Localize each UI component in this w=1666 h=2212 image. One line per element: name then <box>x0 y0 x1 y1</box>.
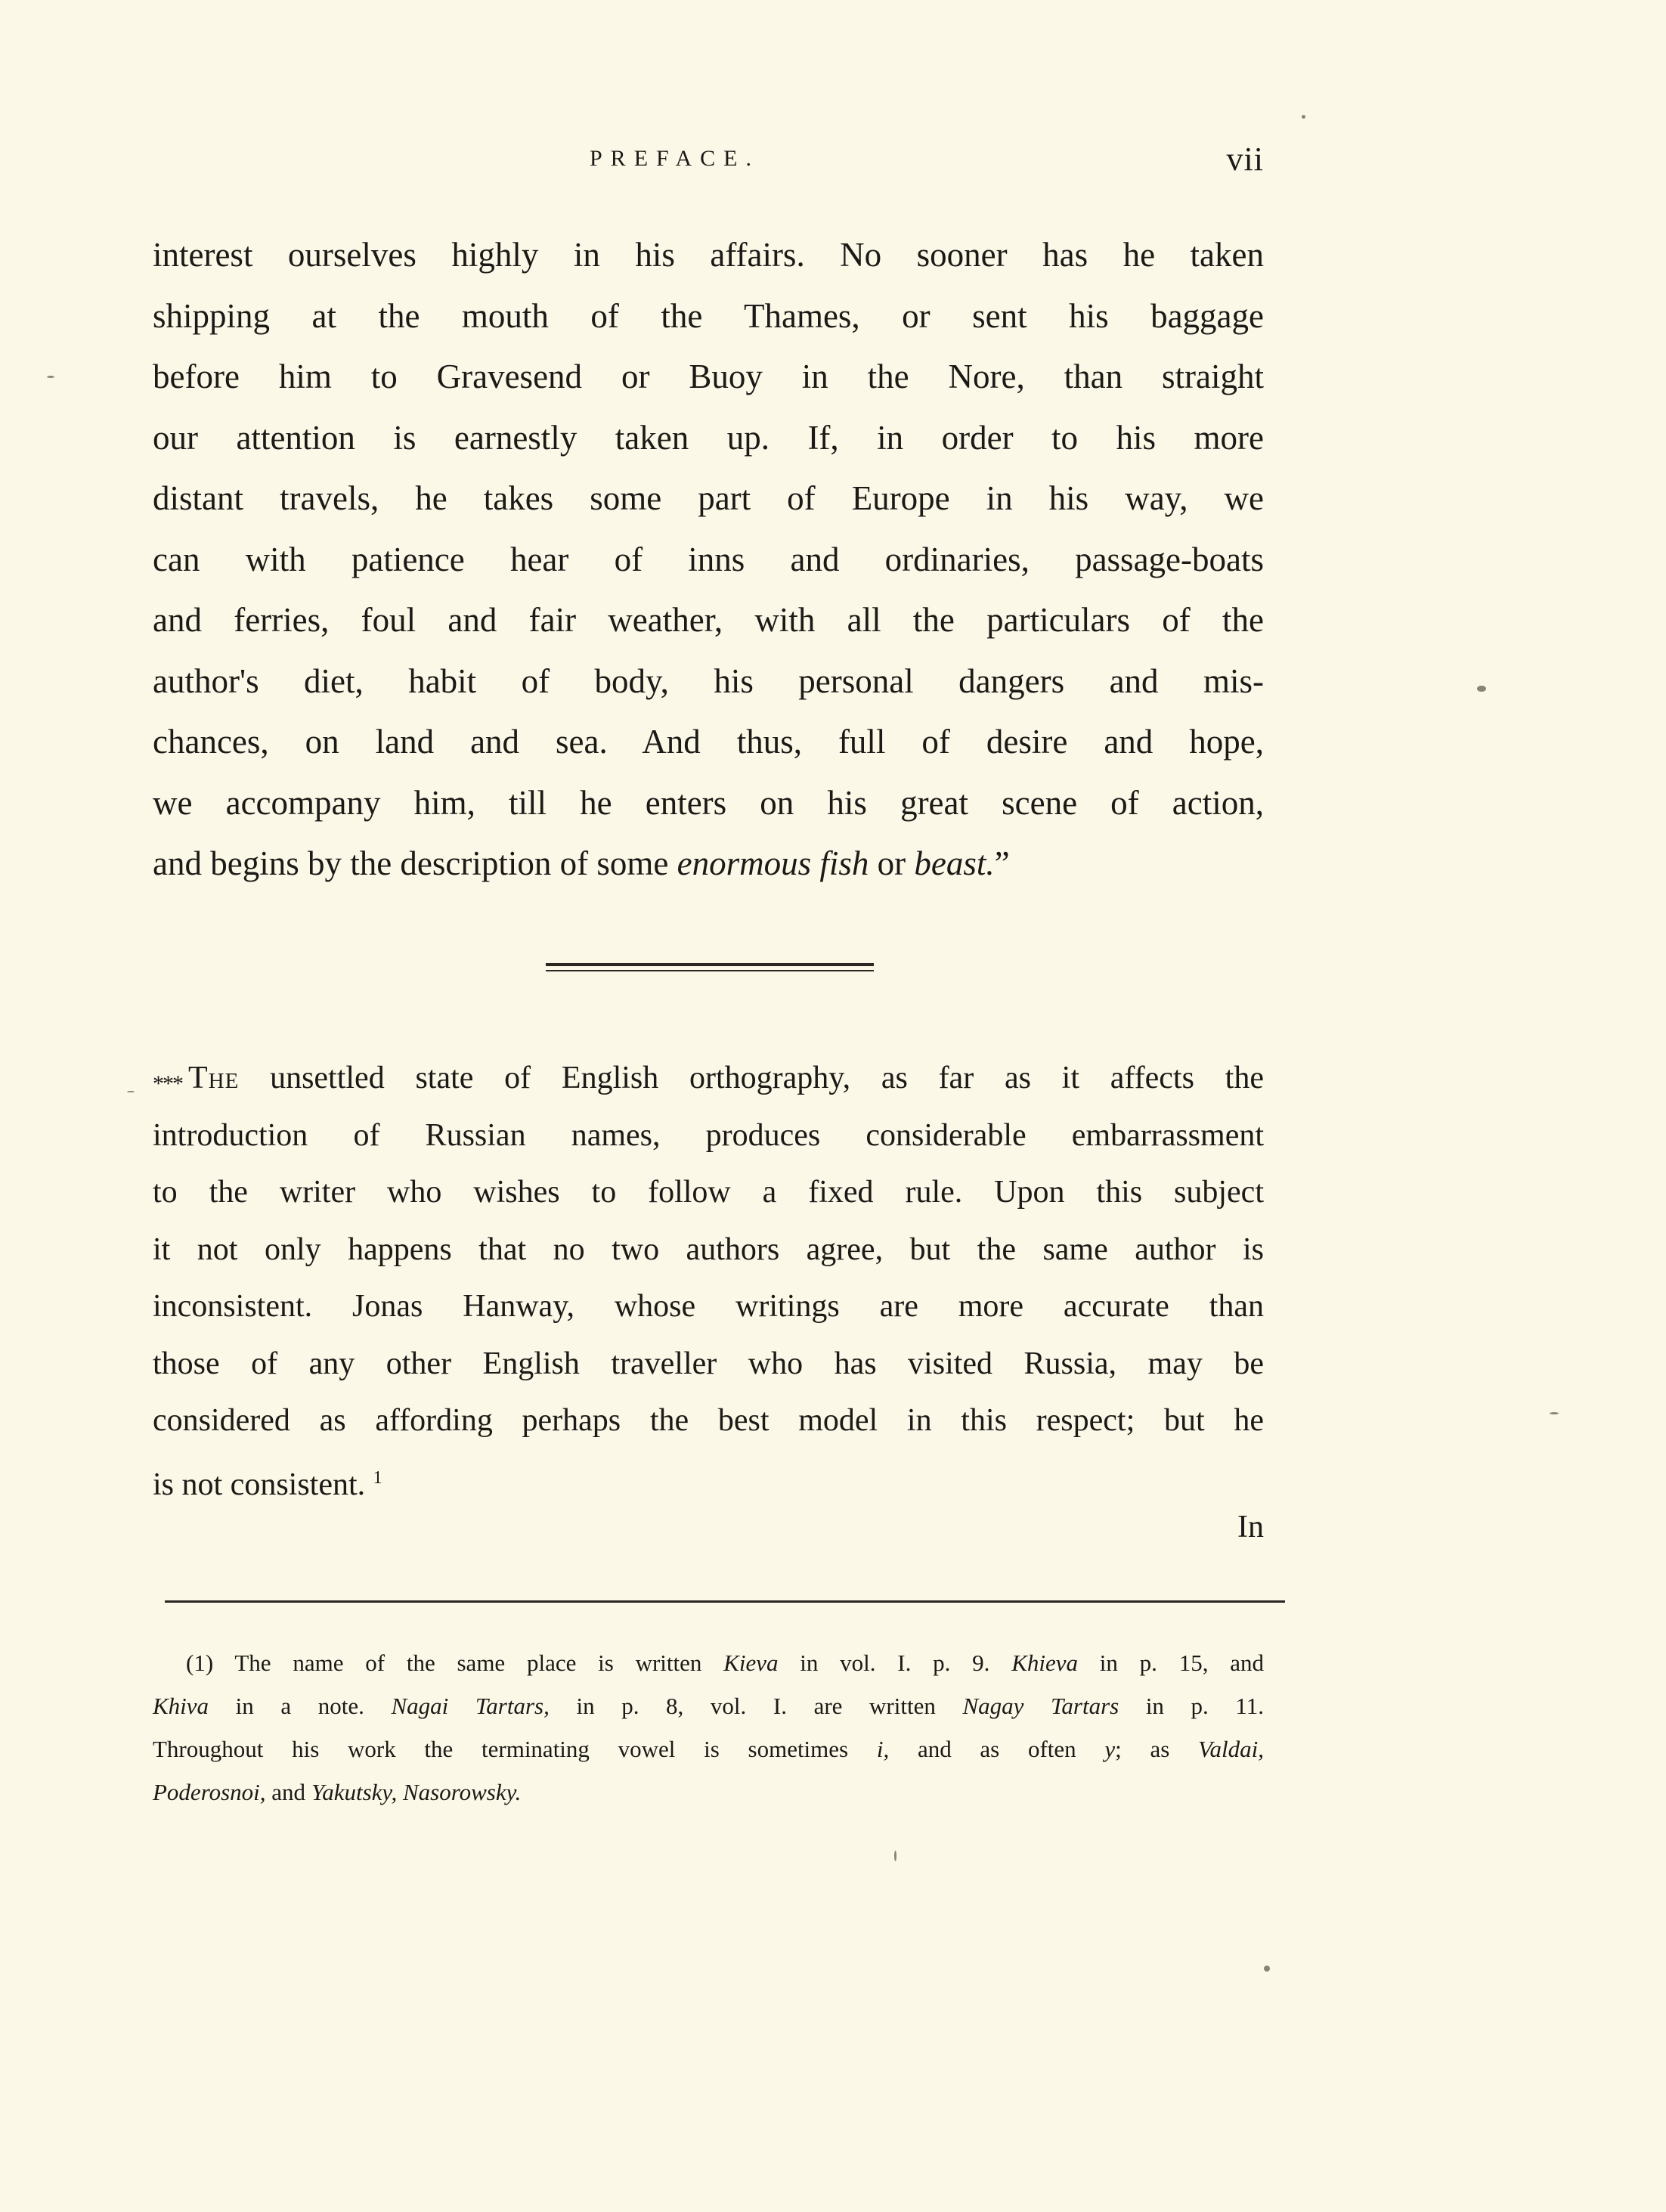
italic-word: y <box>1104 1736 1116 1762</box>
text-span: in p. 11. <box>1119 1693 1264 1719</box>
text-span: in p. 15, and <box>1078 1650 1264 1676</box>
text-line: introduction of Russian names, produces considerable embarrassment <box>153 1117 1264 1153</box>
text-line: before him to Gravesend or Buoy in the Nore, than straight <box>153 358 1264 395</box>
text-line: and ferries, foul and fair weather, with all the particulars of the <box>153 601 1264 639</box>
italic-word: Nagai Tartars, <box>391 1693 550 1719</box>
text-line: those of any other English traveller who has visited Russia, may be <box>153 1346 1264 1381</box>
text-line: considered as affording perhaps the best model in this respect; but he <box>153 1403 1264 1438</box>
text-line-last <box>153 1450 1264 1507</box>
italic-word: Nagay Tartars <box>962 1693 1119 1719</box>
footnote-line <box>153 1684 1264 1727</box>
text-line: shipping at the mouth of the Thames, or sent his baggage <box>153 296 1264 335</box>
paper-speck <box>894 1851 896 1861</box>
section-divider <box>546 963 874 974</box>
text-span: and <box>265 1779 311 1805</box>
text-span: is not consistent. <box>153 1467 366 1502</box>
text-span: ; as <box>1115 1736 1199 1762</box>
text-line: interest ourselves highly in his affairs. No sooner has he taken <box>153 236 1264 274</box>
paper-speck <box>1264 1966 1270 1972</box>
orthography-note <box>153 1050 1264 1507</box>
footnote-line <box>153 1727 1264 1771</box>
italic-word: Khiva <box>153 1693 209 1719</box>
page-number: vii <box>1226 141 1264 178</box>
running-header <box>153 140 1264 185</box>
italic-word: beast. <box>914 844 995 882</box>
text-span: ” <box>994 844 1010 882</box>
italic-word: fish <box>819 844 869 882</box>
text-span: unsettled state of English orthography, as far as it affects the <box>239 1061 1264 1095</box>
italic-word: Kieva <box>723 1650 779 1676</box>
text-line-last <box>153 833 1264 894</box>
text-line: author's diet, habit of body, his personal dangers and mis- <box>153 661 1264 700</box>
italic-word: Valdai, <box>1198 1736 1265 1762</box>
italic-word: Poderosnoi, <box>153 1779 266 1805</box>
footnote-rule <box>165 1600 1285 1603</box>
text-line: distant travels, he takes some part of Europe in his way, we <box>153 479 1264 517</box>
text-line: chances, on land and sea. And thus, full of desire and hope, <box>153 723 1264 761</box>
text-line: to the writer who wishes to follow a fixed rule. Upon this subject <box>153 1175 1264 1210</box>
footnote-line <box>153 1641 1264 1684</box>
text-span: and as often <box>889 1736 1105 1762</box>
asterism-mark: *** <box>153 1071 182 1096</box>
paper-speck <box>1302 115 1305 119</box>
text-line <box>153 1050 1264 1108</box>
catchword: In <box>1237 1510 1264 1544</box>
main-paragraph <box>153 225 1264 894</box>
footnote-line <box>153 1771 1264 1814</box>
italic-word: i, <box>876 1736 890 1762</box>
text-span: in a note. <box>209 1693 392 1719</box>
divider-thin-line <box>546 970 874 971</box>
paper-speck <box>47 376 54 378</box>
italic-word: Yakutsky, Nasorowsky. <box>311 1779 522 1805</box>
paper-speck <box>1550 1412 1559 1414</box>
text-line: inconsistent. Jonas Hanway, whose writings are more accurate than <box>153 1289 1264 1324</box>
footnote-reference: 1 <box>373 1467 382 1488</box>
text-line: our attention is earnestly taken up. If, in order to his more <box>153 418 1264 457</box>
text-span: in vol. I. p. 9. <box>778 1650 1012 1676</box>
text-span: in p. 8, vol. I. are written <box>549 1693 963 1719</box>
text-span: (1) The name of the same place is written <box>186 1650 724 1676</box>
text-span: or <box>869 844 915 882</box>
opening-word: The <box>188 1061 240 1095</box>
paper-speck <box>127 1091 135 1092</box>
text-line: we accompany him, till he enters on his great scene of action, <box>153 783 1264 822</box>
divider-thick-line <box>546 963 874 966</box>
text-span: and begins by the description of some <box>153 844 677 882</box>
text-span: Throughout his work the terminating vowel is sometimes <box>153 1736 877 1762</box>
running-title: PREFACE. <box>590 146 760 171</box>
text-line: it not only happens that no two authors agree, but the same author is <box>153 1231 1264 1267</box>
paper-speck <box>1477 686 1486 692</box>
text-span <box>811 844 819 882</box>
italic-word: enormous <box>677 844 812 882</box>
footnote <box>153 1641 1264 1814</box>
text-line: can with patience hear of inns and ordinaries, passage-boats <box>153 540 1264 578</box>
italic-word: Khieva <box>1011 1650 1079 1676</box>
